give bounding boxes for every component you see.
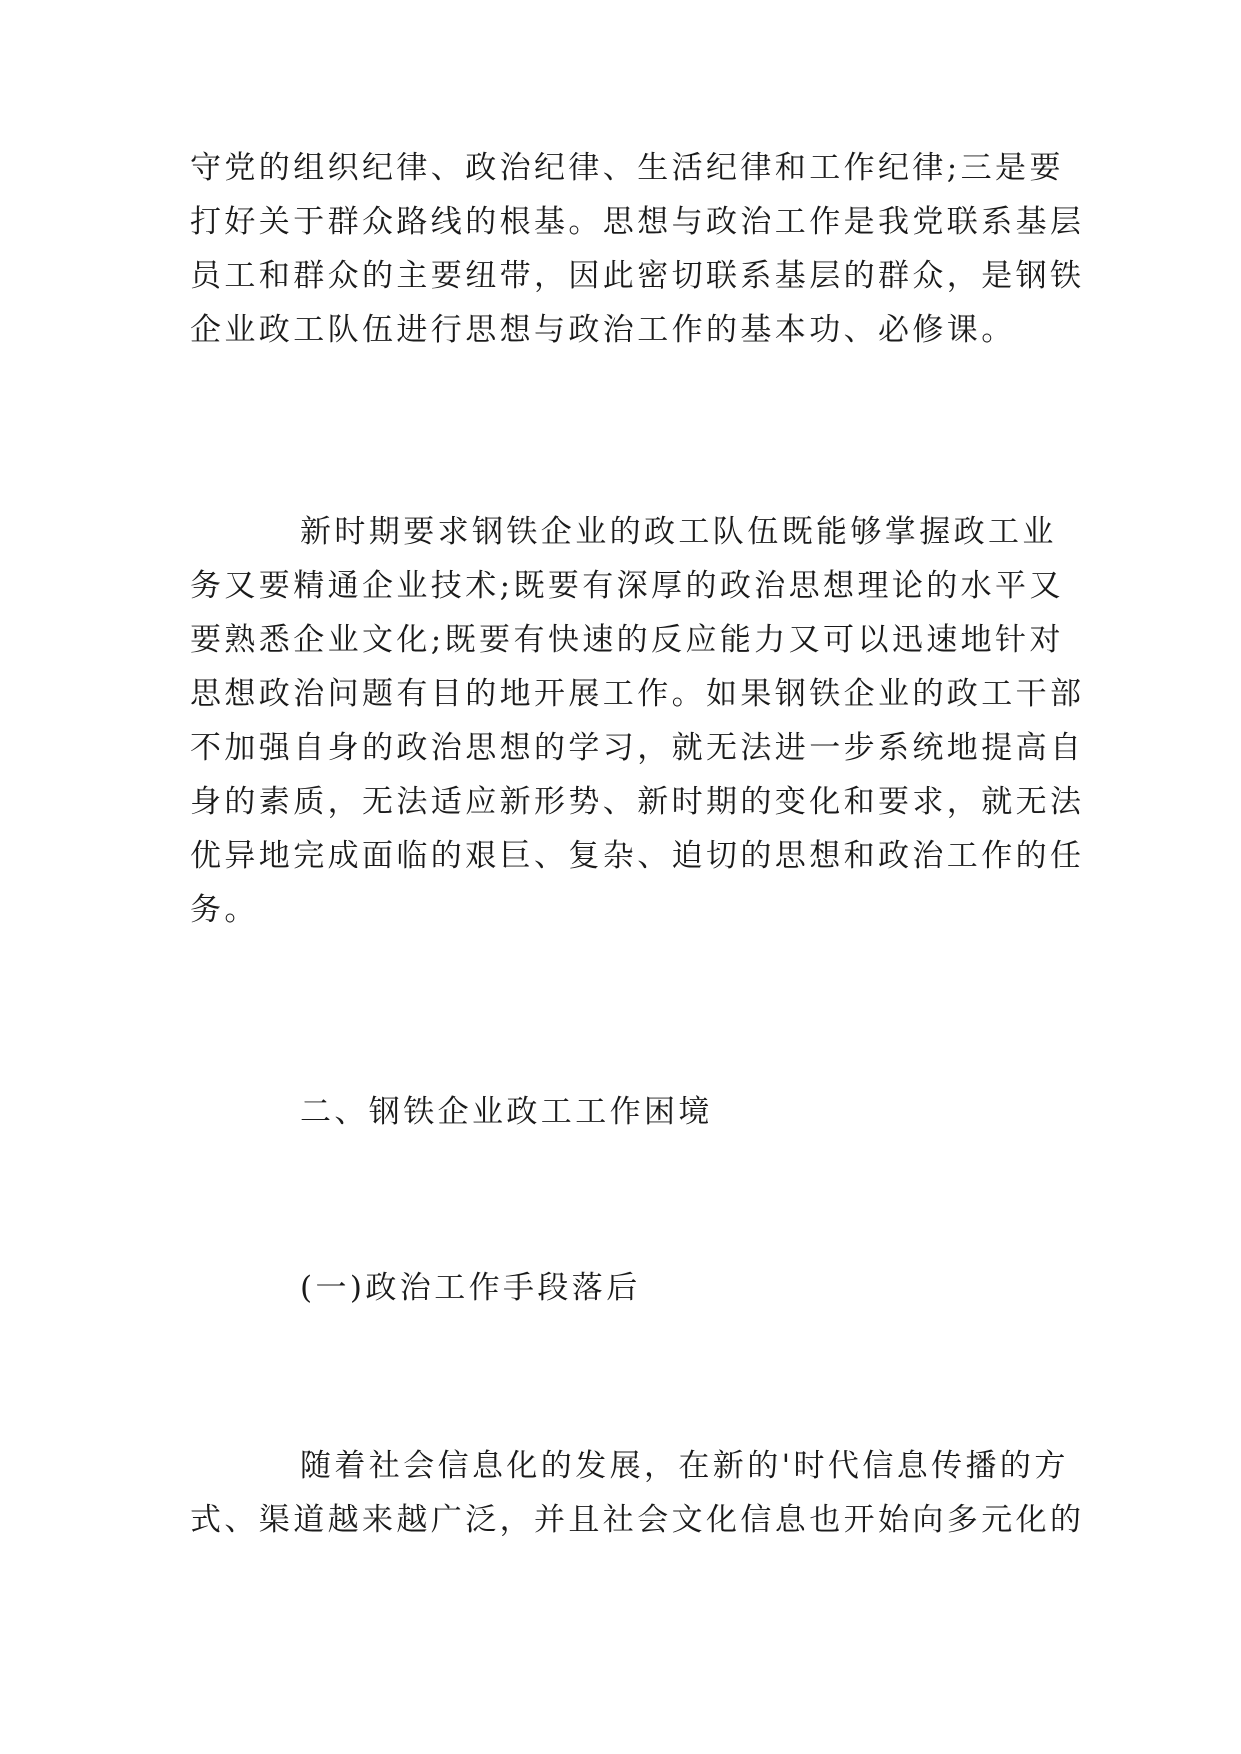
paragraph-2-line-5: 不加强自身的政治思想的学习，就无法进一步系统地提高自 bbox=[190, 730, 1085, 766]
paragraph-2-line-8: 务。 bbox=[190, 892, 259, 928]
paragraph-1-line-2: 打好关于群众路线的根基。思想与政治工作是我党联系基层 bbox=[190, 204, 1085, 240]
paragraph-2-line-6: 身的素质，无法适应新形势、新时期的变化和要求，就无法 bbox=[190, 784, 1085, 820]
paragraph-1-line-3: 员工和群众的主要纽带，因此密切联系基层的群众，是钢铁 bbox=[190, 258, 1085, 294]
section-heading: 二、钢铁企业政工工作困境 bbox=[300, 1094, 713, 1130]
paragraph-2-line-2: 务又要精通企业技术;既要有深厚的政治思想理论的水平又 bbox=[190, 568, 1064, 604]
paragraph-3-line-2: 式、渠道越来越广泛，并且社会文化信息也开始向多元化的 bbox=[190, 1502, 1085, 1538]
paragraph-1-line-1: 守党的组织纪律、政治纪律、生活纪律和工作纪律;三是要 bbox=[190, 150, 1064, 186]
paragraph-2-line-3: 要熟悉企业文化;既要有快速的反应能力又可以迅速地针对 bbox=[190, 622, 1064, 658]
paragraph-1-line-4: 企业政工队伍进行思想与政治工作的基本功、必修课。 bbox=[190, 312, 1016, 348]
paragraph-2-line-4: 思想政治问题有目的地开展工作。如果钢铁企业的政工干部 bbox=[190, 676, 1085, 712]
paragraph-2-line-1: 新时期要求钢铁企业的政工队伍既能够掌握政工业 bbox=[300, 514, 1057, 550]
paragraph-3-line-1: 随着社会信息化的发展，在新的'时代信息传播的方 bbox=[300, 1448, 1069, 1484]
paragraph-2-line-7: 优异地完成面临的艰巨、复杂、迫切的思想和政治工作的任 bbox=[190, 838, 1085, 874]
subsection-heading: (一)政治工作手段落后 bbox=[300, 1270, 641, 1306]
